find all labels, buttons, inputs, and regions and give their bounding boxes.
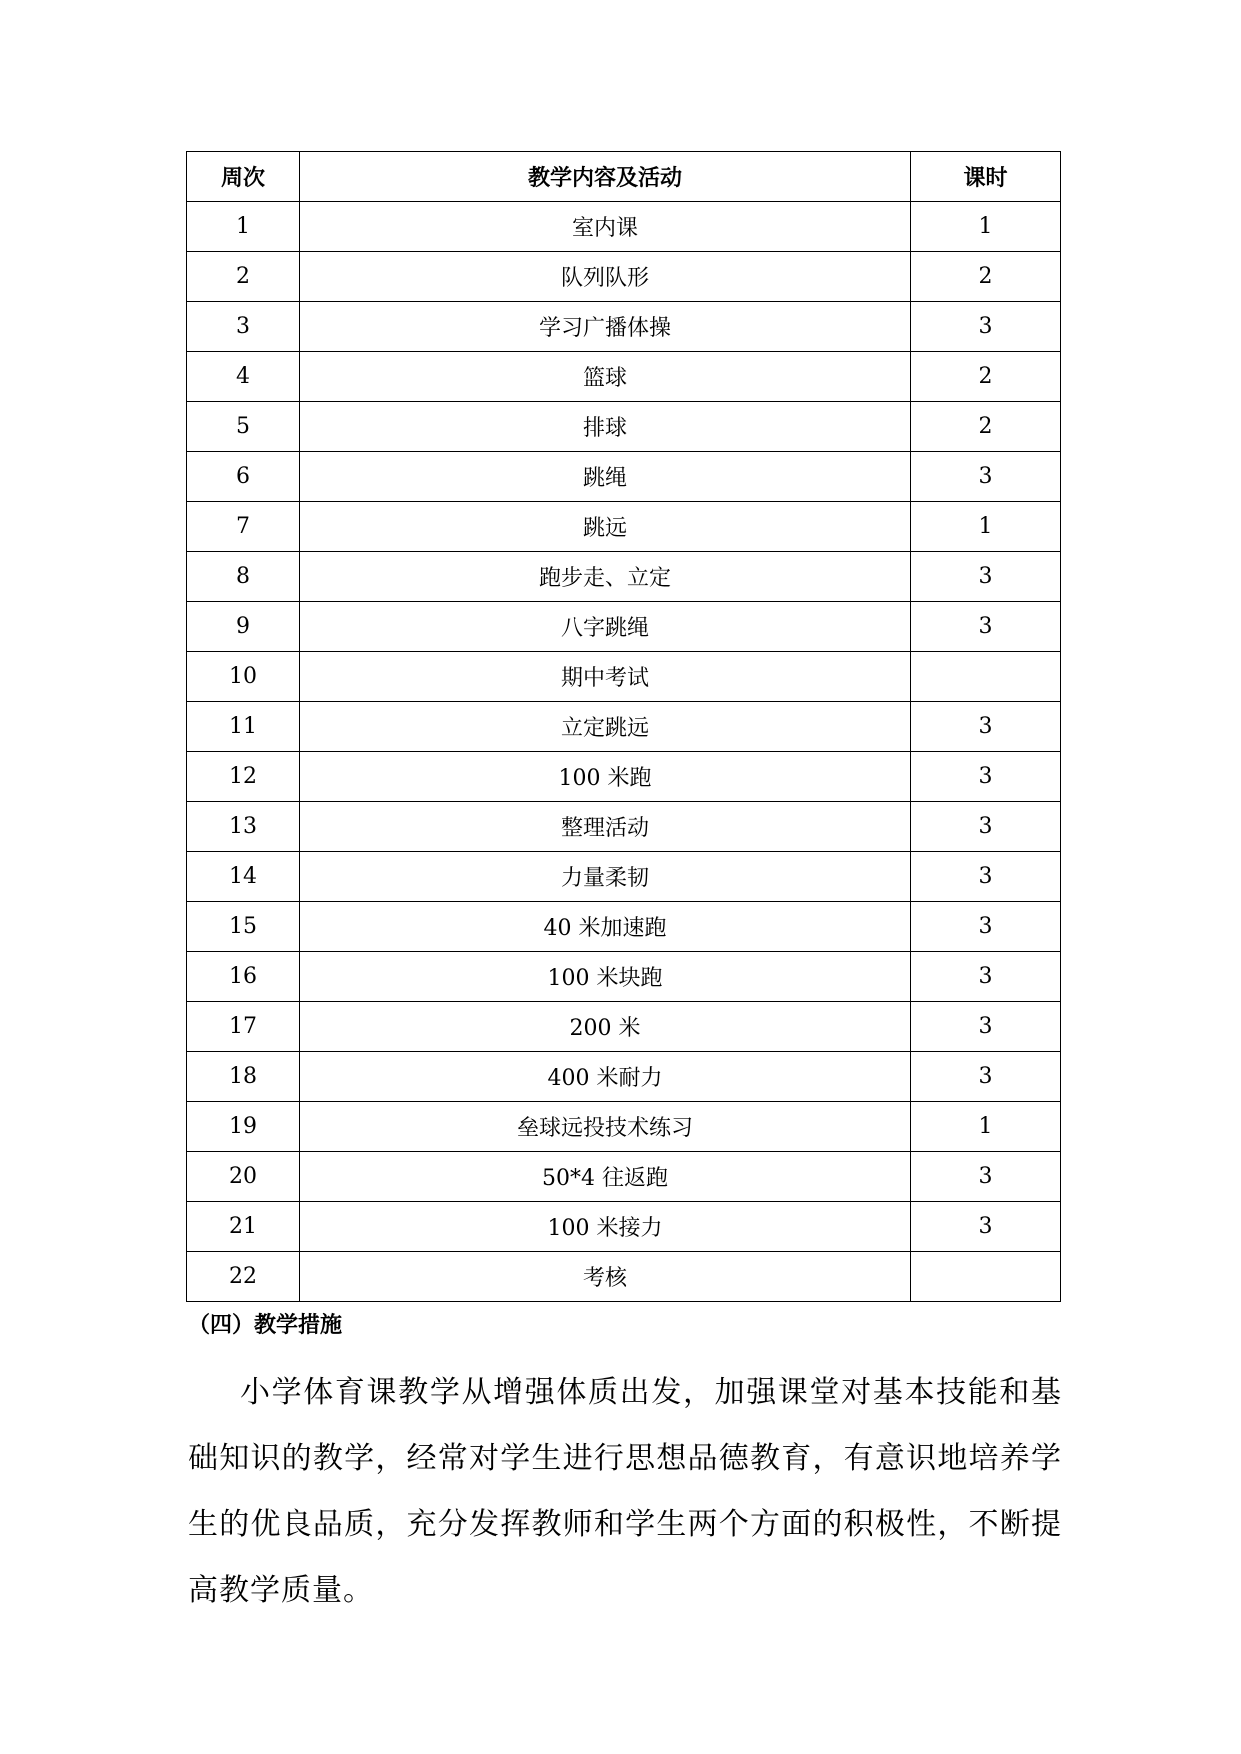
table-row <box>187 802 1061 852</box>
cell-week: 1 <box>187 202 300 252</box>
table-row <box>187 602 1061 652</box>
table-row <box>187 252 1061 302</box>
table-row <box>187 1052 1061 1102</box>
cell-hours: 1 <box>911 1102 1061 1152</box>
header-content: 教学内容及活动 <box>300 152 911 202</box>
cell-week: 8 <box>187 552 300 602</box>
cell-week: 2 <box>187 252 300 302</box>
cell-content: 跳绳 <box>300 452 911 502</box>
cell-week: 10 <box>187 652 300 702</box>
cell-hours: 3 <box>911 852 1061 902</box>
cell-hours: 3 <box>911 752 1061 802</box>
table-row <box>187 552 1061 602</box>
table-row <box>187 1002 1061 1052</box>
cell-content: 跑步走、立定 <box>300 552 911 602</box>
cell-content: 篮球 <box>300 352 911 402</box>
cell-hours <box>911 1252 1061 1302</box>
cell-content: 八字跳绳 <box>300 602 911 652</box>
cell-content: 跳远 <box>300 502 911 552</box>
cell-hours: 3 <box>911 902 1061 952</box>
section-heading: （四）教学措施 <box>188 1313 343 1338</box>
cell-hours: 3 <box>911 1052 1061 1102</box>
table-row <box>187 902 1061 952</box>
cell-content: 室内课 <box>300 202 911 252</box>
cell-content: 排球 <box>300 402 911 452</box>
table-row <box>187 1252 1061 1302</box>
cell-week: 5 <box>187 402 300 452</box>
table-row <box>187 652 1061 702</box>
header-week: 周次 <box>187 152 300 202</box>
table-row <box>187 452 1061 502</box>
cell-hours: 2 <box>911 352 1061 402</box>
table-row <box>187 202 1061 252</box>
cell-content: 40 米加速跑 <box>300 902 911 952</box>
cell-hours: 3 <box>911 702 1061 752</box>
cell-hours: 3 <box>911 302 1061 352</box>
cell-hours: 3 <box>911 1152 1061 1202</box>
section-paragraph: 小学体育课教学从增强体质出发，加强课堂对基本技能和基础知识的教学，经常对学生进行思想品德教育，有意识地培养学生的优良品质，充分发挥教师和学生两个方面的积极性，不断提高教学质量。 <box>188 1375 1062 1608</box>
table-body <box>187 202 1061 1302</box>
cell-week: 21 <box>187 1202 300 1252</box>
cell-content: 50*4 往返跑 <box>300 1152 911 1202</box>
table-header-row <box>187 152 1061 202</box>
cell-week: 9 <box>187 602 300 652</box>
cell-content: 整理活动 <box>300 802 911 852</box>
cell-content: 100 米跑 <box>300 752 911 802</box>
cell-hours: 3 <box>911 602 1061 652</box>
cell-week: 14 <box>187 852 300 902</box>
cell-content: 队列队形 <box>300 252 911 302</box>
table-row <box>187 402 1061 452</box>
cell-week: 13 <box>187 802 300 852</box>
cell-week: 20 <box>187 1152 300 1202</box>
table-row <box>187 702 1061 752</box>
table-row <box>187 1202 1061 1252</box>
table-row <box>187 302 1061 352</box>
cell-content: 200 米 <box>300 1002 911 1052</box>
cell-hours: 3 <box>911 802 1061 852</box>
table-row <box>187 352 1061 402</box>
cell-content: 期中考试 <box>300 652 911 702</box>
cell-hours <box>911 652 1061 702</box>
schedule-table <box>186 151 1061 1302</box>
cell-week: 17 <box>187 1002 300 1052</box>
cell-content: 400 米耐力 <box>300 1052 911 1102</box>
cell-week: 15 <box>187 902 300 952</box>
cell-week: 22 <box>187 1252 300 1302</box>
cell-content: 力量柔韧 <box>300 852 911 902</box>
table-row <box>187 752 1061 802</box>
cell-week: 4 <box>187 352 300 402</box>
cell-hours: 3 <box>911 452 1061 502</box>
cell-content: 学习广播体操 <box>300 302 911 352</box>
cell-hours: 2 <box>911 252 1061 302</box>
cell-week: 3 <box>187 302 300 352</box>
cell-hours: 3 <box>911 952 1061 1002</box>
table-row <box>187 502 1061 552</box>
cell-week: 6 <box>187 452 300 502</box>
cell-content: 立定跳远 <box>300 702 911 752</box>
header-hours: 课时 <box>911 152 1061 202</box>
cell-week: 12 <box>187 752 300 802</box>
cell-hours: 3 <box>911 1002 1061 1052</box>
table-row <box>187 1102 1061 1152</box>
table-row <box>187 952 1061 1002</box>
cell-hours: 1 <box>911 202 1061 252</box>
cell-hours: 3 <box>911 1202 1061 1252</box>
cell-content: 垒球远投技术练习 <box>300 1102 911 1152</box>
cell-week: 16 <box>187 952 300 1002</box>
table-row <box>187 1152 1061 1202</box>
cell-content: 100 米接力 <box>300 1202 911 1252</box>
table-row <box>187 852 1061 902</box>
cell-hours: 1 <box>911 502 1061 552</box>
cell-week: 11 <box>187 702 300 752</box>
cell-hours: 2 <box>911 402 1061 452</box>
cell-week: 18 <box>187 1052 300 1102</box>
cell-content: 100 米块跑 <box>300 952 911 1002</box>
cell-week: 19 <box>187 1102 300 1152</box>
cell-hours: 3 <box>911 552 1061 602</box>
cell-week: 7 <box>187 502 300 552</box>
cell-content: 考核 <box>300 1252 911 1302</box>
